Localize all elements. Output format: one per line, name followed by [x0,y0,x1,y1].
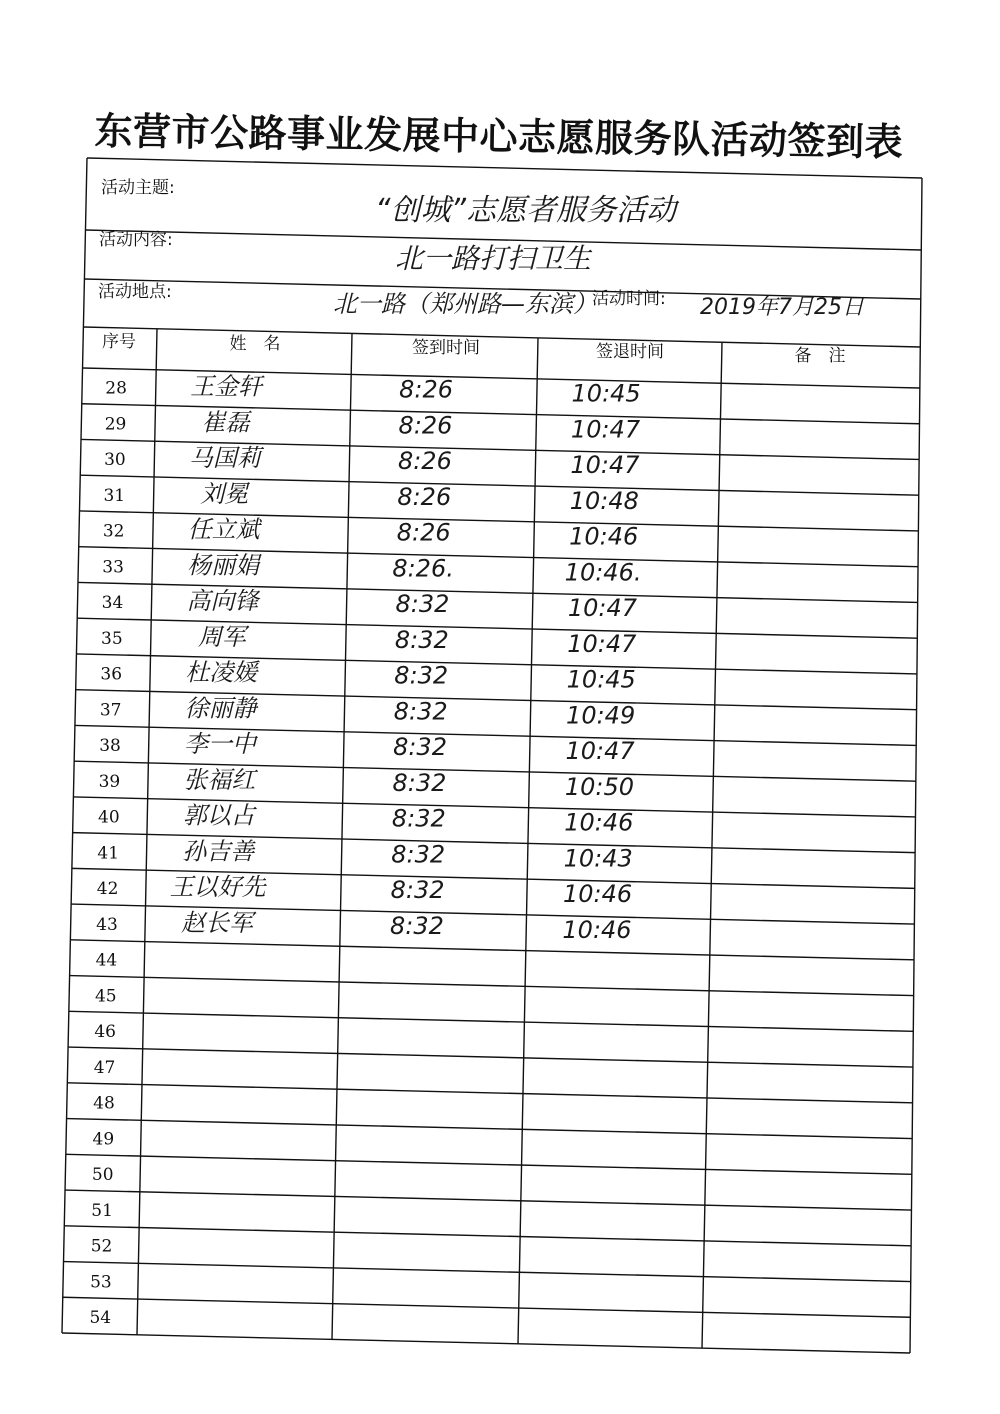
row-signin-time: 8:32 [390,876,445,905]
row-signout-time: 10:46 [562,915,632,944]
table-row [95,986,117,1006]
row-signin-time: 8:26 [398,411,453,440]
row-signin-time: 8:32 [393,733,447,762]
table-row [104,444,640,479]
content-value: 北一路打扫卫生 [395,242,592,275]
row-name: 李一中 [184,730,257,759]
row-number: 30 [104,450,126,471]
row-number: 48 [93,1093,115,1114]
row-signout-time: 10:46 [563,880,633,909]
row-signout-time: 10:49 [566,701,636,730]
table-row [94,1058,116,1078]
table-row [89,1308,111,1328]
table-row [91,1201,113,1221]
table-row [105,408,641,443]
row-name: 王金轩 [190,372,263,401]
row-signout-time: 10:45 [566,665,636,694]
row-name: 王以好先 [169,873,266,902]
table-row [101,623,637,658]
row-signout-time: 10:46. [564,558,642,587]
row-number: 52 [90,1236,113,1257]
row-name: 周军 [197,622,246,651]
row-name: 徐丽静 [184,694,257,723]
row-signout-time: 10:47 [570,415,641,444]
table-row [97,837,632,872]
row-number: 47 [93,1057,116,1078]
row-number: 44 [95,950,118,971]
row-signin-time: 8:32 [390,911,444,940]
place-label: 活动地点: [98,282,172,302]
row-signin-time: 8:32 [392,768,447,797]
row-signin-time: 8:26 [397,447,452,476]
row-name: 杨丽娟 [187,551,260,580]
table-row [92,1165,114,1185]
row-name: 刘冕 [200,479,249,508]
row-signout-time: 10:45 [571,379,641,408]
row-number: 39 [98,771,121,792]
row-signin-time: 8:26. [392,554,454,583]
row-name: 张福红 [183,765,256,794]
row-name: 赵长军 [180,908,253,937]
row-signout-time: 10:46 [569,522,639,551]
row-signin-time: 8:32 [391,804,446,833]
theme-value: “创城”志愿者服务活动 [375,193,677,228]
row-number: 33 [102,557,124,578]
form-title: 东营市公路事业发展中心志愿服务队活动签到表 [94,108,904,165]
row-number: 40 [98,807,120,828]
row-signin-time: 8:26 [397,482,452,511]
table-row [102,587,638,622]
row-signin-time: 8:32 [391,840,446,869]
row-number: 31 [103,485,126,506]
row-signout-time: 10:46 [564,808,634,837]
row-number: 32 [102,521,125,542]
time-label: 活动时间: [592,289,666,309]
row-number: 36 [100,664,123,685]
time-value: 2019年7月25日 [700,295,864,320]
place-value: 北一路（郑州路—东滨） [333,290,597,318]
row-signin-time: 8:32 [395,590,450,619]
table-row [93,1094,115,1114]
table-body [89,373,641,1328]
row-name: 马国莉 [188,444,261,473]
table-row [99,766,634,801]
table-row [102,551,641,586]
row-name: 高向锋 [186,587,259,616]
table-row [94,1022,116,1042]
col-header-note: 备 注 [794,346,846,366]
row-name: 崔磊 [201,408,250,437]
content-label: 活动内容: [99,230,173,250]
row-number: 29 [104,414,127,435]
row-number: 35 [101,628,123,649]
row-name: 孙吉善 [182,837,255,866]
table-row [98,802,633,837]
row-signin-time: 8:32 [394,625,449,654]
row-number: 43 [96,914,118,935]
row-signout-time: 10:47 [567,594,638,623]
row-signout-time: 10:47 [565,737,635,766]
row-name: 任立斌 [187,515,260,544]
row-number: 54 [89,1307,112,1328]
table-row [100,659,635,694]
table-row [105,373,640,408]
row-number: 51 [91,1200,113,1221]
table-row [99,730,635,765]
row-number: 34 [101,593,124,614]
row-signout-time: 10:50 [564,772,635,801]
theme-label: 活动主题: [101,178,175,198]
row-signout-time: 10:47 [570,451,640,480]
row-number: 49 [92,1129,115,1150]
table-row [93,1129,115,1149]
row-number: 38 [99,736,121,757]
row-number: 42 [96,879,119,900]
col-header-no: 序号 [102,332,136,352]
table-row [97,873,632,908]
col-header-name: 姓 名 [229,334,281,354]
row-signin-time: 8:26 [399,375,454,404]
row-number: 37 [99,700,122,721]
table-row [103,516,638,551]
table-row [96,951,118,971]
row-number: 41 [97,843,120,864]
row-signout-time: 10:43 [563,844,633,873]
row-signout-time: 10:48 [569,486,639,515]
row-signin-time: 8:32 [393,697,448,726]
row-number: 50 [91,1165,114,1186]
row-number: 53 [90,1272,112,1293]
row-number: 45 [94,986,117,1007]
table-row [90,1272,112,1292]
table-row [103,480,638,515]
row-number: 28 [105,378,127,399]
row-signin-time: 8:26 [396,518,451,547]
row-number: 46 [94,1022,116,1043]
table-row [91,1237,113,1257]
row-signin-time: 8:32 [394,661,449,690]
row-signout-time: 10:47 [567,629,637,658]
col-header-signin: 签到时间 [412,338,480,358]
row-name: 郭以占 [182,801,255,830]
col-header-signout: 签退时间 [596,342,664,362]
table-row [100,694,635,729]
row-name: 杜凌媛 [185,658,258,687]
table-row [96,909,631,944]
